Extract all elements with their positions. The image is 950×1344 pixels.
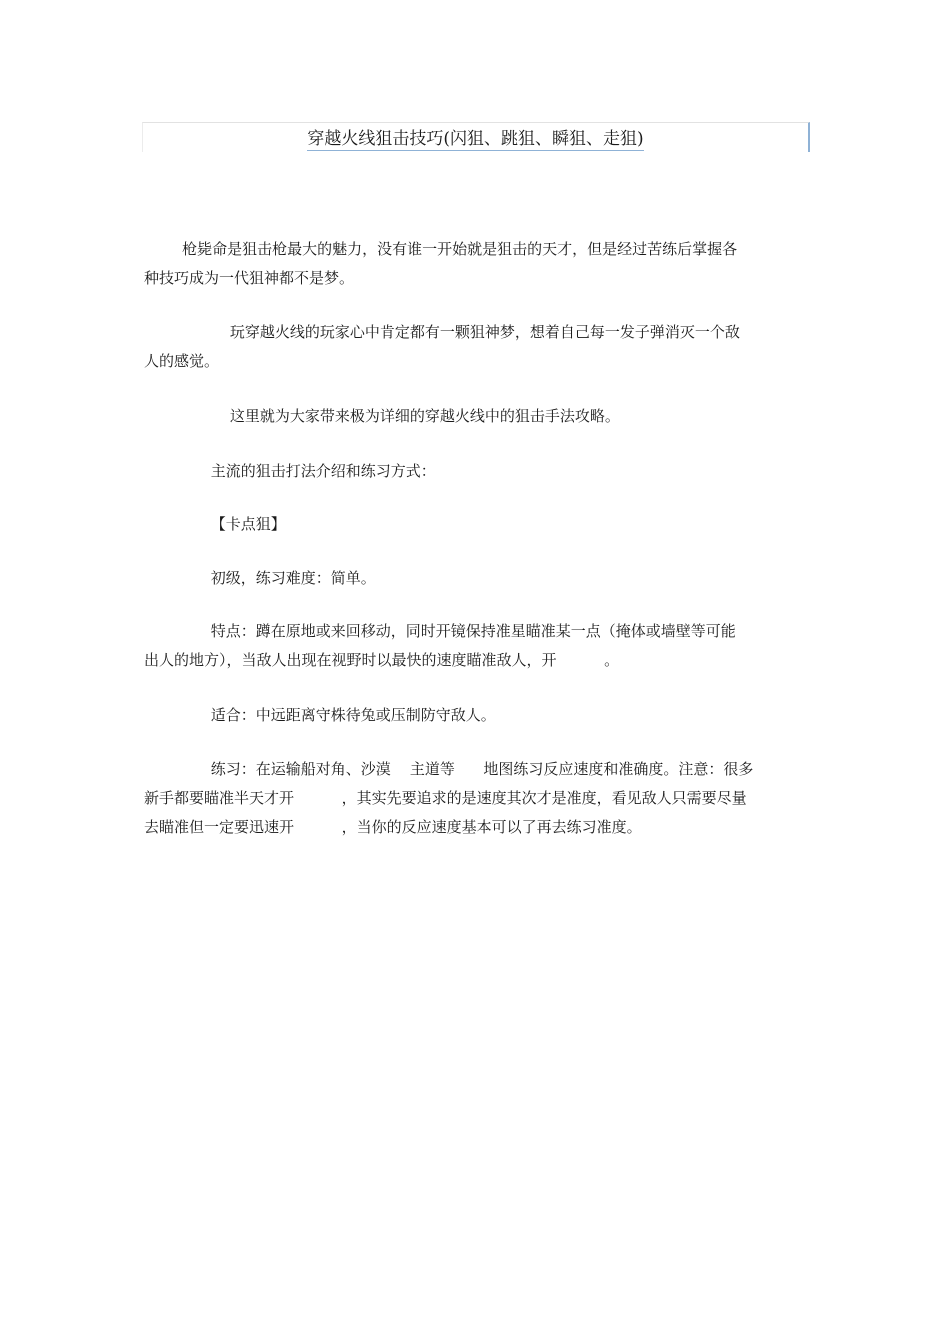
document-title xyxy=(143,128,808,150)
paragraph-methods-heading xyxy=(144,457,810,486)
paragraph-line: 玩穿越火线的玩家心中肯定都有一颗狙神梦，想着自己每一发子弹消灭一个敌 xyxy=(144,323,740,341)
paragraph-dream xyxy=(144,318,810,376)
paragraph-level xyxy=(144,564,810,593)
paragraph-suitable xyxy=(144,701,810,730)
paragraph-line: 【卡点狙】 xyxy=(144,515,286,533)
paragraph-line: 种技巧成为一代狙神都不是梦。 xyxy=(144,269,355,287)
paragraph-line: 练习：在运输船对角、沙漠 主道等 地图练习反应速度和准确度。注意：很多 xyxy=(144,760,754,778)
paragraph-practice xyxy=(144,755,810,842)
paragraph-guide xyxy=(144,402,810,431)
paragraph-line: 特点：蹲在原地或来回移动，同时开镜保持准星瞄准某一点（掩体或墙壁等可能 xyxy=(144,622,736,640)
paragraph-line: 主流的狙击打法介绍和练习方式： xyxy=(144,462,436,480)
paragraph-line: 新手都要瞄准半天才开 ，其实先要追求的是速度其次才是准度，看见敌人只需要尽量 xyxy=(144,789,747,807)
paragraph-line: 这里就为大家带来极为详细的穿越火线中的狙击手法攻略。 xyxy=(144,407,620,425)
paragraph-line: 出人的地方），当敌人出现在视野时以最快的速度瞄准敌人，开 。 xyxy=(144,651,620,669)
paragraph-features xyxy=(144,617,810,675)
paragraph-line: 适合：中远距离守株待兔或压制防守敌人。 xyxy=(144,706,496,724)
paragraph-line: 初级，练习难度：简单。 xyxy=(144,569,376,587)
paragraph-line: 人的感觉。 xyxy=(144,352,220,370)
paragraph-line: 去瞄准但一定要迅速开 ，当你的反应速度基本可以了再去练习准度。 xyxy=(144,818,642,836)
paragraph-intro xyxy=(144,235,810,293)
title-frame xyxy=(142,122,810,152)
document-title-text: 穿越火线狙击技巧(闪狙、跳狙、瞬狙、走狙) xyxy=(307,129,644,149)
section-heading-kadianju xyxy=(144,510,810,539)
paragraph-line: 枪毙命是狙击枪最大的魅力，没有谁一开始就是狙击的天才，但是经过苦练后掌握各 xyxy=(144,240,738,258)
